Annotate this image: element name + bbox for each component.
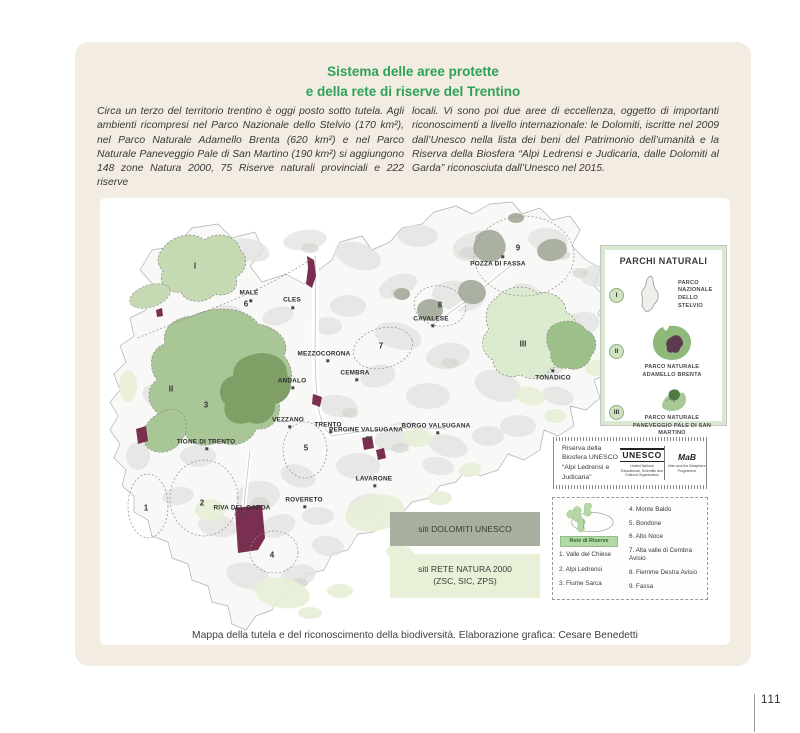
rete-reserve-item: 6. Alto Noce	[629, 533, 663, 541]
town-label: RIVA DEL GARDA	[213, 504, 271, 512]
area-marker: 1	[143, 503, 149, 513]
town-label: POZZA DI FASSA	[470, 260, 526, 268]
book-page	[75, 42, 751, 666]
area-marker: 3	[203, 400, 209, 410]
unesco-logo-caption: United Nations Educational, Scientific and Cultural Organization	[620, 463, 664, 478]
parchi-item-label: PARCO NATURALE PANEVEGGIO PALE DI SAN MARTINO	[632, 415, 712, 437]
legend-rete-di-riserve	[552, 497, 708, 600]
town-dot	[249, 299, 252, 302]
rete-reserve-item: 3. Fiume Sarca	[559, 580, 602, 588]
numeral-badge: I	[609, 288, 624, 303]
town-dot	[501, 255, 504, 258]
town-dot	[288, 425, 291, 428]
title-line-1: Sistema delle aree protette	[327, 64, 499, 79]
town-dot	[551, 369, 554, 372]
mab-logo-word: MaB	[678, 452, 696, 463]
map-caption: Mappa della tutela e del riconoscimento della biodiversità. Elaborazione grafica: Cesare Benedetti	[192, 630, 638, 641]
rete-list-right	[625, 503, 703, 595]
town-dot	[431, 324, 434, 327]
body-columns	[97, 105, 719, 191]
rete-reserve-item: 8. Fiemme Destra Avisio	[629, 568, 698, 576]
town-dot	[205, 447, 208, 450]
town-label: BORGO VALSUGANA	[401, 422, 471, 430]
area-marker: 7	[378, 341, 384, 351]
rete-di-riserve-icon	[559, 503, 621, 535]
rete-reserve-item: 4. Monte Baldo	[629, 506, 672, 513]
title-line-2: e della rete di riserve del Trentino	[305, 84, 521, 100]
area-marker: 5	[303, 443, 309, 453]
legend-swatch-dolomiti	[390, 512, 540, 546]
town-dot	[241, 513, 244, 516]
unesco-logo	[620, 448, 664, 478]
rete-reserve-item: 5. Bondone	[629, 519, 662, 527]
legend-biosphere-box	[553, 437, 708, 489]
legend-parchi-naturali	[600, 245, 727, 437]
town-dot	[355, 378, 358, 381]
area-marker: II	[168, 384, 174, 394]
town-label: VEZZANO	[272, 416, 304, 424]
parchi-item-stelvio	[607, 274, 720, 316]
swatch-label: siti RETE NATURA 2000	[418, 564, 512, 575]
town-label: MALÉ	[239, 289, 259, 297]
mab-logo-caption: Man and the Biosphere Programme	[668, 464, 706, 473]
adamello-brenta-icon	[649, 324, 695, 362]
area-marker: 2	[199, 498, 205, 508]
town-dot	[303, 505, 306, 508]
parchi-item-label: PARCO NAZIONALE DELLO STELVIO	[678, 279, 713, 309]
rete-reserve-item: 2. Alpi Ledrensi	[559, 565, 603, 573]
area-marker: 4	[269, 550, 275, 560]
stelvio-shape-icon	[624, 274, 678, 316]
area-marker: I	[193, 261, 197, 271]
page-number-value: 111	[761, 694, 782, 706]
mab-logo	[665, 452, 709, 473]
parchi-item-label: PARCO NATURALE ADAMELLO BRENTA	[642, 364, 702, 378]
town-label: MEZZOCORONA	[297, 350, 351, 358]
town-label: ROVERETO	[285, 496, 323, 504]
numeral-badge: III	[609, 405, 624, 420]
town-dot	[291, 386, 294, 389]
parchi-legend-title: PARCHI NATURALI	[619, 256, 708, 266]
town-label: PERGINE VALSUGANA	[329, 426, 403, 434]
town-dot	[366, 436, 369, 439]
area-marker: III	[519, 339, 527, 349]
parchi-item-adamello	[607, 324, 720, 379]
parchi-item-paneveggio	[607, 387, 720, 438]
swatch-sublabel: (ZSC, SIC, ZPS)	[433, 576, 497, 586]
page-number	[754, 694, 781, 732]
town-label: LAVARONE	[355, 475, 393, 483]
town-dot	[373, 484, 376, 487]
swatch-label: siti DOLOMITI UNESCO	[418, 524, 512, 534]
town-label: TONADICO	[535, 374, 571, 382]
town-label: ANDALO	[277, 377, 307, 385]
town-label: CEMBRA	[340, 369, 370, 377]
town-dot	[326, 359, 329, 362]
paneveggio-icon	[652, 387, 692, 413]
rete-reserve-item: 1. Valle del Chiese	[559, 550, 612, 558]
rete-reserve-item: 9. Fassa	[629, 582, 654, 590]
town-label: CAVALESE	[413, 315, 449, 323]
body-column-left: Circa un terzo del territorio trentino è oggi posto sotto tutela. Agli ambienti ricompresi nel Parco Nazionale dello Stelvio (170 km²), nel Parco Naturale Adamello Brenta (620 km²) e nel Parco Naturale Paneveggio Pale di San Martino (190 km²) si aggiungono 148 zone Natura 2000, 75 Riserve naturali provinciali e 222 riserve	[97, 106, 404, 189]
body-column-right: locali. Vi sono poi due aree di eccellenza, oggetto di importanti riconoscimenti a livello internazionale: le Dolomiti, iscritte nel 2009 dall’Unesco nella lista dei beni del Patrimonio dell’umanità e la Riserva della Biosfera “Alpi Ledrensi e Judicaria, dalle Dolomiti al Garda” riconosciuta dall’Unesco nel 2015.	[412, 106, 719, 174]
rete-di-riserve-badge: Rete di Riserve	[560, 536, 618, 547]
town-dot	[436, 431, 439, 434]
map-figure	[100, 198, 730, 645]
area-marker: 6	[243, 299, 249, 309]
town-label: CLES	[283, 296, 301, 304]
unesco-logo-word: UNESCO	[622, 449, 662, 460]
rete-reserve-item: 7. Alta valle di Cembra Avisio	[629, 547, 692, 563]
numeral-badge: II	[609, 344, 624, 359]
legend-swatch-natura2000	[390, 554, 540, 598]
area-marker: 9	[515, 243, 521, 253]
area-marker: 8	[437, 300, 443, 310]
town-label: TRENTO	[314, 421, 342, 429]
page-title	[75, 62, 751, 103]
biosphere-text: Riserva della Biosfera UNESCO “Alpi Ledrensi e Judicaria”	[562, 444, 618, 481]
town-dot	[291, 306, 294, 309]
rete-list-left	[559, 551, 625, 595]
town-label: TIONE DI TRENTO	[176, 438, 236, 446]
